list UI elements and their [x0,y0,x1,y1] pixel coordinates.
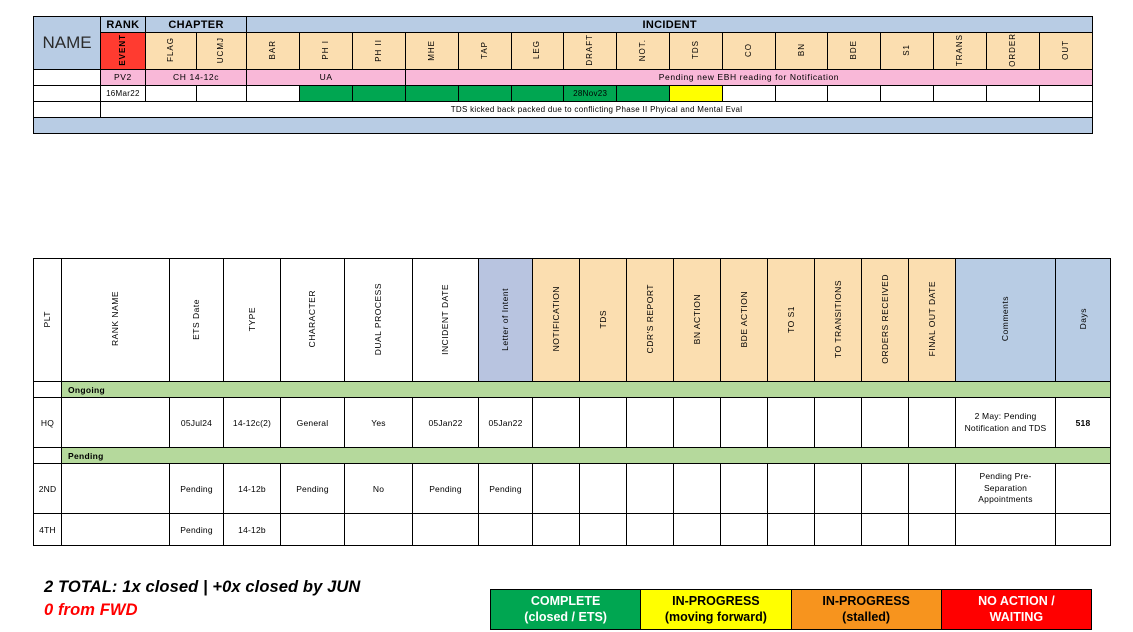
legend-subtitle-in-progress-stalled: (stalled) [842,609,891,624]
column-header-cdrs-report: CDR'S REPORT [627,259,674,382]
column-header-to-transitions: TO TRANSITIONS [815,259,862,382]
cell-type: 14-12b [224,514,281,546]
cell-bn-action [674,398,721,448]
cell-tds [580,398,627,448]
cell-letter-of-intent [479,514,533,546]
column-header-incident-date: INCIDENT DATE [413,259,479,382]
cell-rank-name [62,464,170,514]
cell-incident-date: Pending [413,464,479,514]
cell-notification [533,398,580,448]
separations-roster-table [33,258,1111,546]
column-header-tds: TDS [669,33,722,70]
progress-draft-cell: 28Nov23 [564,85,617,101]
chapter-header: CHAPTER [145,17,247,33]
column-header-orders-received: ORDERS RECEIVED [862,259,909,382]
cell-letter-of-intent: Pending [479,464,533,514]
cell-orders-received [862,514,909,546]
cell-cdrs-report [627,464,674,514]
column-header-tds: TDS [580,259,627,382]
cell-type: 14-12c(2) [224,398,281,448]
cell-notification [533,514,580,546]
cell-to-transitions [815,514,862,546]
section-plt-spacer [34,382,62,398]
incident-remark-text: TDS kicked back packed due to conflicting Phase II Phyical and Mental Eval [101,101,1093,117]
cell-tds [580,464,627,514]
legend-item-no-action [941,589,1092,630]
incident-tracker-table [33,16,1093,134]
cell-orders-received [862,464,909,514]
progress-not-cell [617,85,670,101]
cell-bde-action [721,398,768,448]
cell-character: Pending [281,464,345,514]
cell-character: General [281,398,345,448]
column-header-bde-action: BDE ACTION [721,259,768,382]
cell-bn-action [674,514,721,546]
legend-item-complete [490,589,640,630]
progress-bde-cell [828,85,881,101]
column-header-dual-process: DUAL PROCESS [345,259,413,382]
cell-bn-action [674,464,721,514]
legend-title-in-progress-moving: IN-PROGRESS [672,593,760,608]
status-ua-cell: UA [247,69,405,85]
cell-cdrs-report [627,398,674,448]
column-header-type: TYPE [224,259,281,382]
cell-days [1056,464,1111,514]
column-header-comments: Comments [956,259,1056,382]
progress-bn-cell [775,85,828,101]
status-legend [490,589,1092,630]
column-header-bde: BDE [828,33,881,70]
cell-tds [580,514,627,546]
cell-ets-date: Pending [170,464,224,514]
legend-title-complete: COMPLETE [530,593,601,608]
top-header-group-row [34,17,1093,33]
status-note-cell: Pending new EBH reading for Notification [405,69,1092,85]
cell-character [281,514,345,546]
section-header-ongoing [34,382,1111,398]
progress-trans-cell [934,85,987,101]
section-label-ongoing: Ongoing [62,382,1111,398]
progress-tap-cell [458,85,511,101]
cell-to-s1 [768,514,815,546]
cell-bde-action [721,514,768,546]
column-header-character: CHARACTER [281,259,345,382]
cell-plt: HQ [34,398,62,448]
rank-header: RANK [101,17,146,33]
incident-progress-row [34,85,1093,101]
table-row [34,464,1111,514]
cell-comments: Pending Pre-Separation Appointments [956,464,1056,514]
cell-final-out-date [909,514,956,546]
progress-mhe-cell [405,85,458,101]
column-header-draft: DRAFT [564,33,617,70]
progress-bar-cell [247,85,300,101]
top-column-header-row [34,33,1093,70]
column-header-bar: BAR [247,33,300,70]
name-blank-cell-2 [34,101,101,117]
progress-leg-cell [511,85,564,101]
progress-s1-cell [881,85,934,101]
summary-total-line: 2 TOTAL: 1x closed | +0x closed by JUN [44,578,361,596]
column-header-leg: LEG [511,33,564,70]
cell-incident-date: 05Jan22 [413,398,479,448]
column-header-letter-of-intent: Letter of Intent [479,259,533,382]
cell-to-s1 [768,464,815,514]
table-row [34,514,1111,546]
column-header-mhe: MHE [405,33,458,70]
column-header-bn: BN [775,33,828,70]
incident-tracker-section [33,16,1093,134]
name-header: NAME [34,17,101,70]
cell-rank-name [62,514,170,546]
legend-subtitle-in-progress-moving: (moving forward) [664,609,767,624]
section-label-pending: Pending [62,448,1111,464]
progress-co-cell [722,85,775,101]
column-header-out: OUT [1039,33,1092,70]
status-chapter-cell: CH 14-12c [145,69,247,85]
cell-comments: 2 May: Pending Notification and TDS [956,398,1056,448]
cell-plt: 2ND [34,464,62,514]
column-header-order: ORDER [986,33,1039,70]
column-header-not: NOT. [617,33,670,70]
cell-orders-received [862,398,909,448]
cell-plt: 4TH [34,514,62,546]
name-value-cell [34,69,101,85]
separations-roster-section [33,258,1111,546]
progress-ph1-cell [300,85,353,101]
legend-item-in-progress-moving [640,589,790,630]
cell-ets-date: Pending [170,514,224,546]
cell-notification [533,464,580,514]
incident-remark-row [34,101,1093,117]
section-header-pending [34,448,1111,464]
column-header-rank-name: RANK NAME [62,259,170,382]
cell-dual-process: Yes [345,398,413,448]
progress-tds-cell [669,85,722,101]
column-header-final-out-date: FINAL OUT DATE [909,259,956,382]
incident-spacer-row [34,117,1093,133]
progress-event-cell: 16Mar22 [101,85,146,101]
column-header-ph1: PH I [300,33,353,70]
cell-dual-process [345,514,413,546]
cell-to-transitions [815,464,862,514]
column-header-ucmj: UCMJ [196,33,247,70]
column-header-ets-date: ETS Date [170,259,224,382]
column-header-tap: TAP [458,33,511,70]
section-plt-spacer-2 [34,448,62,464]
incident-header: INCIDENT [247,17,1093,33]
column-header-event: EVENT [101,33,146,70]
progress-order-cell [986,85,1039,101]
column-header-plt: PLT [34,259,62,382]
incident-status-row [34,69,1093,85]
cell-comments [956,514,1056,546]
progress-ucmj-cell [196,85,247,101]
cell-type: 14-12b [224,464,281,514]
cell-final-out-date [909,464,956,514]
progress-ph2-cell [353,85,406,101]
progress-flag-cell [145,85,196,101]
cell-bde-action [721,464,768,514]
column-header-s1: S1 [881,33,934,70]
legend-item-in-progress-stalled [791,589,941,630]
legend-subtitle-complete: (closed / ETS) [524,609,607,624]
summary-text [44,578,360,620]
cell-rank-name [62,398,170,448]
column-header-bn-action: BN ACTION [674,259,721,382]
legend-title-no-action: NO ACTION / [978,593,1055,608]
cell-incident-date [413,514,479,546]
column-header-days: Days [1056,259,1111,382]
name-blank-cell [34,85,101,101]
legend-subtitle-no-action: WAITING [989,609,1044,624]
cell-cdrs-report [627,514,674,546]
cell-letter-of-intent: 05Jan22 [479,398,533,448]
cell-to-s1 [768,398,815,448]
cell-to-transitions [815,398,862,448]
column-header-to-s1: TO S1 [768,259,815,382]
table-row [34,398,1111,448]
cell-ets-date: 05Jul24 [170,398,224,448]
cell-days: 518 [1056,398,1111,448]
column-header-notification: NOTIFICATION [533,259,580,382]
summary-fwd-line: 0 from FWD [44,601,138,619]
column-header-co: CO [722,33,775,70]
roster-header-row [34,259,1111,382]
legend-title-in-progress-stalled: IN-PROGRESS [822,593,910,608]
cell-dual-process: No [345,464,413,514]
column-header-ph2: PH II [353,33,406,70]
column-header-trans: TRANS [934,33,987,70]
incident-spacer-cell [34,117,1093,133]
column-header-flag: FLAG [145,33,196,70]
cell-days [1056,514,1111,546]
status-event-cell: PV2 [101,69,146,85]
progress-out-cell [1039,85,1092,101]
cell-final-out-date [909,398,956,448]
